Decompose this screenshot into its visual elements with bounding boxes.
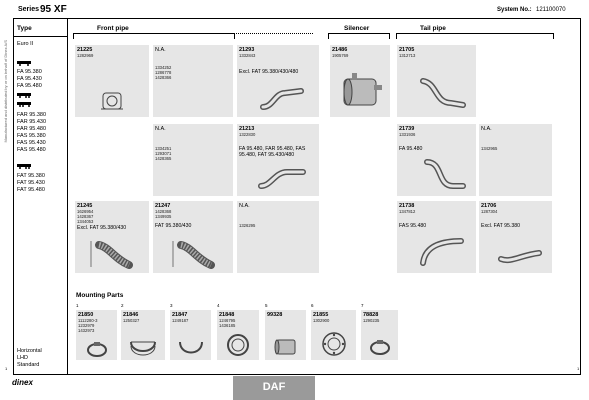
flange-bracket-icon [97,85,127,115]
mounting-index: 5 [265,303,268,308]
type-item: FA 95.430 [17,76,42,82]
type-item: FAR 95.480 [17,126,47,132]
oem-numbers [239,223,255,228]
applicability-note: Excl. FAT 95.380/430 [77,225,127,231]
type-item: FAT 95.480 [17,187,45,193]
tail-pipe-bracket [396,33,554,39]
note-line: 95.480, FAT 95.430/480 [239,152,295,158]
part-cell-21486[interactable] [330,45,390,117]
system-no-value: 121100070 [536,7,566,13]
type-item: FAR 95.430 [17,119,47,125]
mounting-index: 3 [170,303,173,308]
type-rule [13,36,67,37]
axle-config-icon [17,163,31,169]
flexible-pipe-icon [85,237,137,271]
applicability-note: Excl. FAT 95.380/430/480 [239,69,299,75]
type-item: FAT 95.380 [17,173,45,179]
type-group-far-fas [17,112,46,154]
oem-numbers [399,209,415,214]
part-number: 21847 [172,312,188,318]
type-item: FAS 95.430 [17,140,46,146]
oem-numbers [155,65,171,80]
oem-number: 1302900 [313,318,330,323]
flexible-pipe-icon [167,237,219,271]
silencer-bracket [328,33,390,39]
tail-pipe-icon [417,73,467,113]
oem-number: 1428367 [77,214,94,219]
silencer-icon [338,71,384,111]
oem-number: 1282969 [77,53,94,58]
oem-number: 1334252 [155,65,172,70]
part-number: 21705 [399,47,415,53]
oem-number: 1428365 [155,156,172,161]
mounting-index: 2 [121,303,124,308]
flange-gasket-icon [320,330,348,358]
mounting-index: 4 [217,303,220,308]
part-cell-na-4[interactable] [237,201,319,273]
type-label: Type [17,25,32,32]
part-number: 21855 [313,312,329,318]
oem-number: 1287304 [481,209,498,214]
part-number: 21247 [155,203,171,209]
part-cell-na-2[interactable] [153,124,233,196]
front-pipe-bracket [73,33,235,39]
oem-numbers [78,318,97,333]
page-mark-left: 1 [5,366,8,371]
oem-number: 1286778 [155,70,172,75]
part-number: 78828 [363,312,379,318]
part-number: 21706 [481,203,497,209]
applicability-note [239,146,305,158]
oem-numbers [172,318,188,323]
part-number: 21293 [239,47,255,53]
mounting-parts-title: Mounting Parts [76,292,124,299]
mounting-part-21855[interactable] [311,310,356,360]
oem-number: 1290235 [363,318,380,323]
oem-numbers [77,53,93,58]
mounting-part-21848[interactable] [217,310,259,360]
mounting-part-21846[interactable] [121,310,165,360]
oem-number: 1293071 [155,151,172,156]
configuration-info [17,348,42,369]
oem-number: 1249187 [172,318,189,323]
oem-numbers [155,209,171,219]
mounting-part-78828[interactable] [361,310,398,360]
part-cell-21247[interactable] [153,201,233,273]
oem-numbers [313,318,329,323]
applicability-note: FA 95.480 [399,146,423,152]
part-number: 21738 [399,203,415,209]
oem-number: 1246795 [219,318,236,323]
part-number: 21846 [123,312,139,318]
mounting-index: 6 [311,303,314,308]
clamp-icon [367,338,393,356]
oem-numbers [363,318,379,323]
oem-numbers [481,209,497,214]
oem-numbers [481,146,497,151]
part-number: 21850 [78,312,94,318]
side-copyright-text: Manufactured and distributed by or on behalf of Dinex A/S [3,40,8,143]
config-item: Standard [17,362,40,368]
tail-pipe-icon [495,241,545,269]
mounting-index: 1 [76,303,79,308]
not-available-label: N.A. [155,47,166,53]
oem-number: 1428366 [155,75,172,80]
oem-numbers [219,318,235,328]
mounting-part-21850[interactable] [76,310,117,360]
oem-numbers [239,132,255,137]
oem-number: 1112280-3 [78,318,98,323]
gasket-ring-icon [225,332,251,358]
part-number: 21739 [399,126,415,132]
config-item: Horizontal [17,348,42,354]
type-item: FA 95.380 [17,69,42,75]
page-mark-right: 1 [577,366,580,371]
oem-number: 1326295 [239,223,256,228]
part-number: 21225 [77,47,93,53]
part-number: 21245 [77,203,93,209]
system-no-label: System No.: [497,7,532,13]
not-available-label: N.A. [481,126,492,132]
type-item: FAS 95.480 [17,147,46,153]
u-bracket-icon [176,336,206,358]
series-label: Series [18,6,40,13]
type-item: FAS 95.380 [17,133,46,139]
oem-numbers [399,53,415,58]
part-cell-21739[interactable] [397,124,476,196]
part-number: 21213 [239,126,255,132]
oem-number: 1428368 [155,209,172,214]
part-cell-21293[interactable] [237,45,319,117]
oem-number: 1626954 [77,209,94,214]
header-rule [13,18,581,19]
section-tail-pipe: Tail pipe [420,25,446,32]
oem-number: 1331936 [399,132,416,137]
clamp-icon [84,340,110,358]
axle-config-icon [17,101,31,107]
applicability-note: FAT 95.380/430 [155,223,192,229]
type-item: FA 95.480 [17,83,42,89]
axle-config-icon [17,92,31,98]
oem-numbers [123,318,139,323]
oem-numbers [77,209,93,224]
brand-tab[interactable] [233,376,315,400]
applicability-note: FAS 95.480 [399,223,427,229]
front-pipe-extension [233,33,313,34]
mounting-index: 7 [361,303,364,308]
type-item: FAT 95.430 [17,180,45,186]
not-available-label: N.A. [155,126,166,132]
oem-numbers [399,132,415,137]
oem-numbers [155,146,171,161]
part-cell-21225[interactable] [75,45,149,117]
type-item: FAR 95.380 [17,112,47,118]
front-pipe-icon [257,164,307,192]
part-number: 21848 [219,312,235,318]
footer-rule [13,374,581,375]
part-number: 21486 [332,47,348,53]
part-cell-na-3[interactable] [479,124,552,196]
oem-numbers [239,53,255,58]
left-border [13,18,14,374]
tail-pipe-icon [421,156,467,192]
part-cell-21705[interactable] [397,45,476,117]
oem-number: 1312713 [399,53,416,58]
not-available-label: N.A. [239,203,250,209]
brand-tab-label: DAF [262,381,286,393]
oem-number: 1250327 [123,318,140,323]
note-line: FA 95.480, FAR 95.480, FAS [239,146,306,152]
dinex-logo: dinex [12,378,33,387]
mounting-part-99328[interactable] [265,310,306,360]
mounting-part-21847[interactable] [170,310,211,360]
part-cell-21706[interactable] [479,201,552,273]
oem-number: 1344053 [77,219,94,224]
euro-class: Euro II [17,41,34,47]
oem-number: 1347812 [399,209,416,214]
type-group-fat [17,173,45,194]
config-item: LHD [17,355,29,361]
oem-number: 1334251 [155,146,172,151]
series-value: 95 XF [40,4,67,15]
band-clamp-icon [127,334,159,358]
oem-number: 1905769 [332,53,349,58]
axle-config-icon [17,60,31,66]
oem-number: 1349935 [155,214,172,219]
tail-pipe-icon [417,235,467,269]
oem-number: 1232979 [78,323,95,328]
part-cell-21738[interactable] [397,201,476,273]
sleeve-icon [273,336,299,358]
section-silencer: Silencer [344,25,370,32]
oem-numbers [332,53,348,58]
right-border [580,18,581,374]
part-cell-21245[interactable] [75,201,149,273]
oem-number: 1432973 [78,328,95,333]
part-cell-na-1[interactable] [153,45,233,117]
part-cell-21213[interactable] [237,124,319,196]
oem-number: 1436185 [219,323,236,328]
front-pipe-icon [259,83,305,113]
applicability-note: Excl. FAT 95.380 [481,223,521,229]
oem-number: 1332843 [239,53,256,58]
oem-number: 1322830 [239,132,256,137]
type-group-fa [17,69,42,90]
part-number: 99328 [267,312,283,318]
section-front-pipe: Front pipe [97,25,129,32]
oem-number: 1342965 [481,146,498,151]
sidebar-divider [67,18,68,374]
